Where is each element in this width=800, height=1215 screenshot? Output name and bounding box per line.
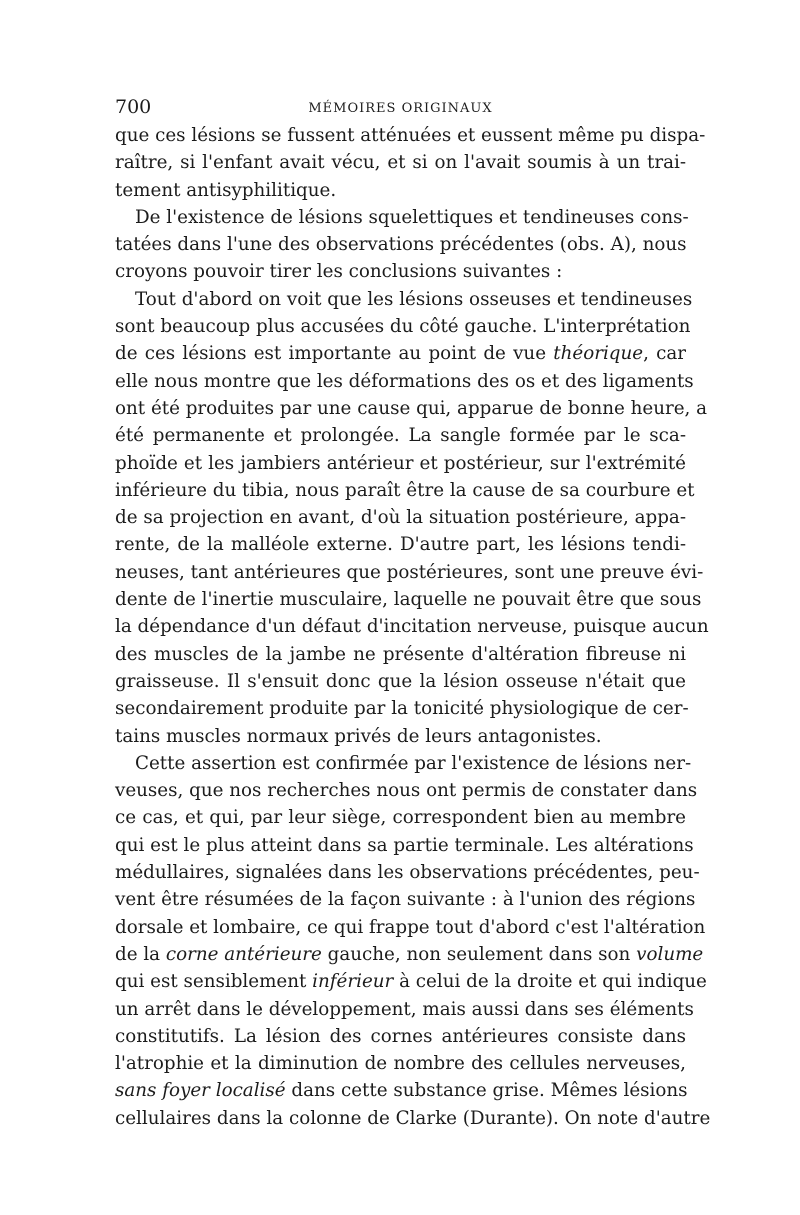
text-line: inférieure du tibia, nous paraît être la cause de sa courbure et	[115, 479, 695, 501]
text-line: constitutifs. La lésion des cornes antérieures consiste dans	[115, 1025, 686, 1047]
text-line: rente, de la malléole externe. D'autre part, les lésions tendi-	[115, 534, 686, 556]
italic-phrase: corne antérieure	[165, 943, 322, 965]
text-line: Cette assertion est confirmée par l'existence de lésions ner-	[135, 752, 692, 774]
page-number: 700	[115, 96, 152, 118]
text-segment: , car	[643, 343, 687, 365]
text-line: phoïde et les jambiers antérieur et postérieur, sur l'extrémité	[115, 452, 686, 474]
text-line: sont beaucoup plus accusées du côté gauche. L'interprétation	[115, 316, 691, 338]
text-segment: qui est sensiblement	[115, 971, 313, 993]
text-line: elle nous montre que les déformations des os et des ligaments	[115, 370, 694, 392]
page-header	[115, 94, 686, 122]
text-line: tatées dans l'une des observations précédentes (obs. A), nous	[115, 234, 687, 256]
text-segment: dans cette substance grise. Mêmes lésions	[285, 1080, 688, 1102]
text-line: de sa projection en avant, d'où la situation postérieure, appa-	[115, 507, 686, 529]
text-line: dente de l'inertie musculaire, laquelle ne pouvait être que sous	[115, 589, 702, 611]
text-segment: de la	[115, 943, 166, 965]
text-line: secondairement produite par la tonicité physiologique de cer-	[115, 698, 689, 720]
text-line: qui est le plus atteint dans sa partie terminale. Les altérations	[115, 834, 694, 856]
text-line: l'atrophie et la diminution de nombre des cellules nerveuses,	[115, 1053, 686, 1075]
text-line: vent être résumées de la façon suivante : à l'union des régions	[115, 889, 696, 911]
italic-phrase: théorique	[553, 343, 644, 365]
italic-phrase: volume	[636, 943, 704, 965]
italic-phrase: inférieur	[312, 971, 394, 993]
text-line: cellulaires dans la colonne de Clarke (Durante). On note d'autre	[115, 1107, 711, 1129]
text-line: médullaires, signalées dans les observations précédentes, peu-	[115, 862, 700, 884]
text-segment: gauche, non seulement dans son	[321, 943, 637, 965]
text-line: la dépendance d'un défaut d'incitation nerveuse, puisque aucun	[115, 616, 709, 638]
text-line: veuses, que nos recherches nous ont permis de constater dans	[115, 780, 698, 802]
text-line: été permanente et prolongée. La sangle formée par le sca-	[115, 425, 686, 447]
text-line: ce cas, et qui, par leur siège, correspondent bien au membre	[115, 807, 686, 829]
text-line: Tout d'abord on voit que les lésions osseuses et tendineuses	[135, 288, 693, 310]
text-segment: à celui de la droite et qui indique	[393, 971, 707, 993]
text-line: croyons pouvoir tirer les conclusions suivantes :	[115, 261, 563, 283]
running-head: MÉMOIRES ORIGINAUX	[308, 101, 493, 116]
body-text	[115, 122, 711, 1132]
text-line: graisseuse. Il s'ensuit donc que la lésion osseuse n'était que	[115, 670, 686, 692]
text-line: raître, si l'enfant avait vécu, et si on l'avait soumis à un trai-	[115, 152, 686, 174]
text-line: tement antisyphilitique.	[115, 179, 337, 201]
text-segment: de ces lésions est importante au point de vue	[115, 343, 554, 365]
text-line: ont été produites par une cause qui, apparue de bonne heure, a	[115, 397, 708, 419]
text-line: des muscles de la jambe ne présente d'altération fibreuse ni	[115, 643, 686, 665]
text-line	[115, 340, 686, 367]
text-line: un arrêt dans le développement, mais aussi dans ses éléments	[115, 998, 694, 1020]
document-page	[115, 94, 711, 1132]
text-line	[115, 968, 707, 995]
text-line: De l'existence de lésions squelettiques et tendineuses cons-	[135, 206, 689, 228]
text-line: que ces lésions se fussent atténuées et eussent même pu dispa-	[115, 125, 706, 146]
text-line	[115, 941, 704, 968]
text-line: dorsale et lombaire, ce qui frappe tout d'abord c'est l'altération	[115, 916, 706, 938]
italic-phrase: sans foyer localisé	[115, 1080, 286, 1102]
text-line	[115, 1077, 686, 1104]
text-line: neuses, tant antérieures que postérieures, sont une preuve évi-	[115, 561, 704, 583]
text-line: tains muscles normaux privés de leurs antagonistes.	[115, 725, 602, 747]
